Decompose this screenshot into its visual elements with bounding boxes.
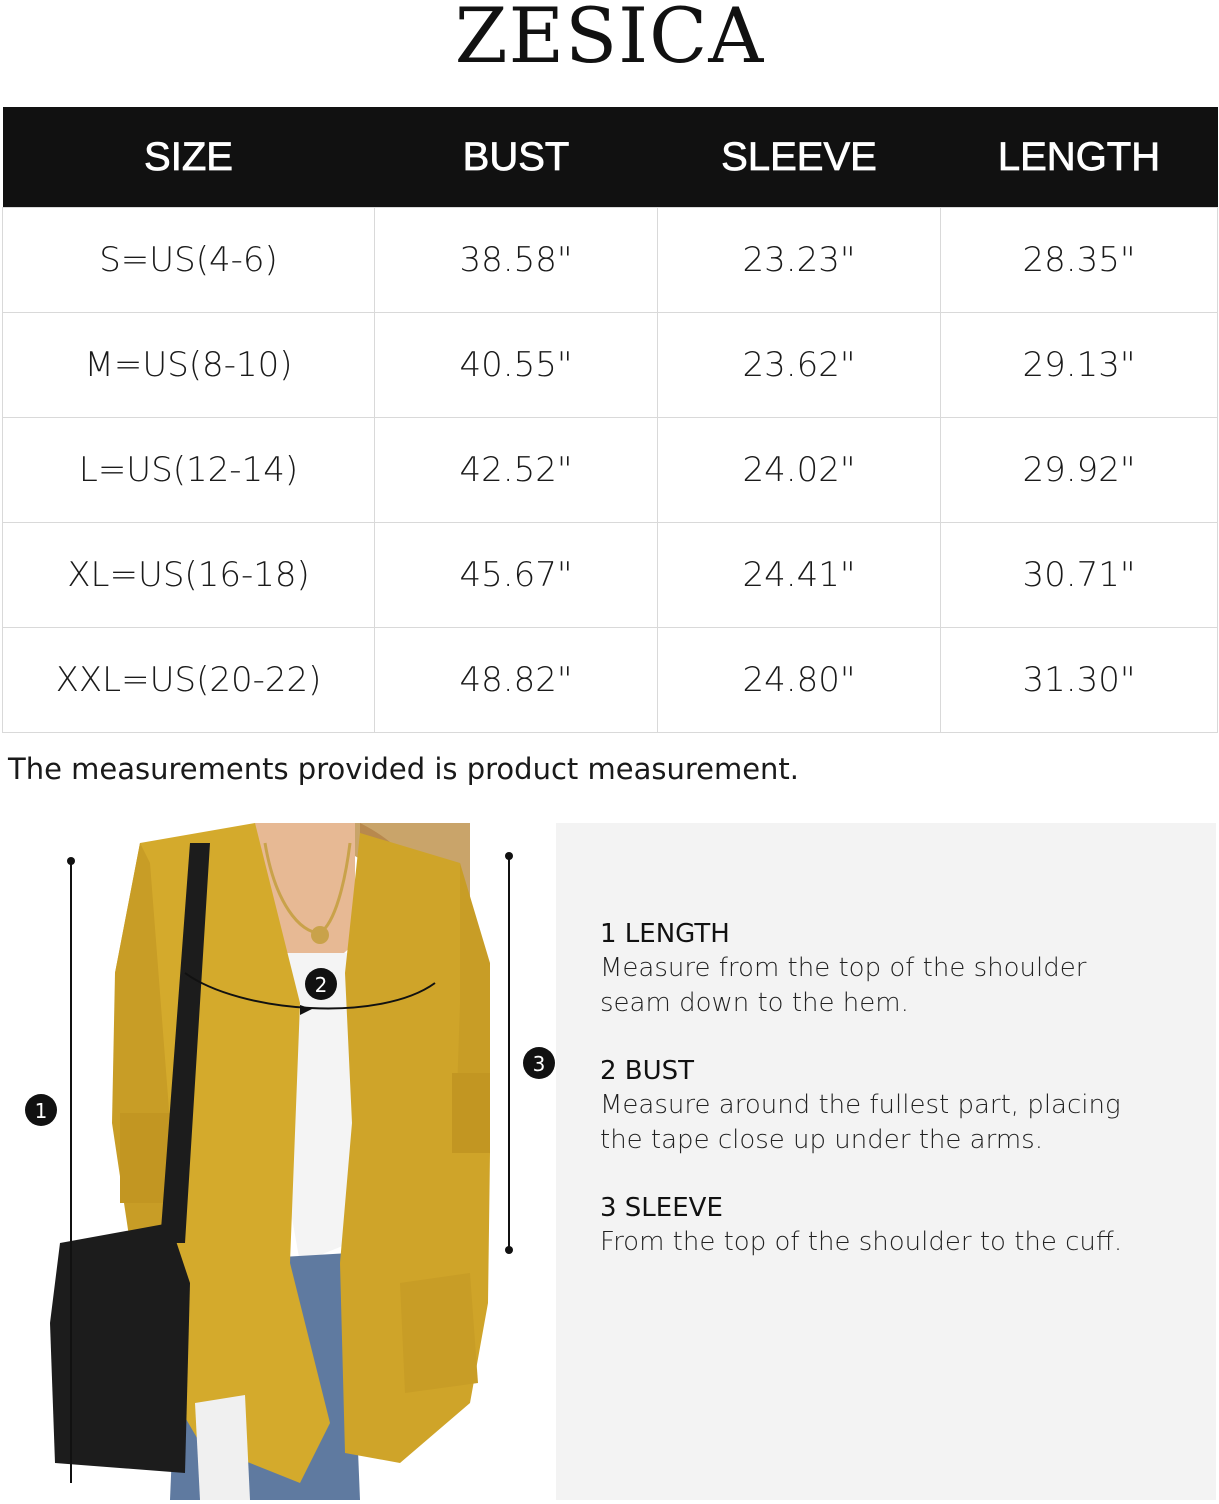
- table-header-row: [3, 107, 1218, 208]
- instruction-line: Measure from the top of the shoulder: [600, 953, 1087, 983]
- cell-size: L=US(12-14): [3, 418, 375, 523]
- instruction-line: Measure around the fullest part, placing: [600, 1090, 1121, 1120]
- svg-text:2: 2: [314, 973, 328, 997]
- instruction-line: the tape close up under the arms.: [600, 1125, 1043, 1155]
- instruction-line: From the top of the shoulder to the cuff.: [600, 1227, 1123, 1257]
- cell-bust: 48.82": [375, 628, 658, 733]
- marker-2: [305, 968, 337, 1000]
- cell-size: XL=US(16-18): [3, 523, 375, 628]
- measurement-note: The measurements provided is product measurement.: [8, 752, 800, 786]
- brand-logo: ZESICA: [454, 0, 765, 80]
- table-row: [3, 313, 1218, 418]
- measurement-instructions-panel: [556, 823, 1216, 1500]
- instruction-title: 2 BUST: [600, 1056, 695, 1086]
- header-length: LENGTH: [941, 107, 1218, 208]
- cell-size: XXL=US(20-22): [3, 628, 375, 733]
- cell-size: M=US(8-10): [3, 313, 375, 418]
- instruction-line: seam down to the hem.: [600, 988, 909, 1018]
- size-chart-table: [2, 107, 1218, 733]
- cell-length: 30.71": [941, 523, 1218, 628]
- header-size: SIZE: [3, 107, 375, 208]
- svg-text:1: 1: [34, 1099, 48, 1123]
- cell-bust: 45.67": [375, 523, 658, 628]
- instruction-title: 1 LENGTH: [600, 919, 730, 949]
- instruction-bust: [600, 1054, 1121, 1158]
- table-row: [3, 523, 1218, 628]
- cell-sleeve: 24.41": [658, 523, 941, 628]
- cardigan-illustration: [0, 823, 556, 1500]
- cell-length: 31.30": [941, 628, 1218, 733]
- svg-text:3: 3: [532, 1052, 546, 1076]
- cell-bust: 42.52": [375, 418, 658, 523]
- header-bust: BUST: [375, 107, 658, 208]
- cell-sleeve: 23.62": [658, 313, 941, 418]
- cell-sleeve: 23.23": [658, 208, 941, 313]
- table-row: [3, 628, 1218, 733]
- cell-sleeve: 24.02": [658, 418, 941, 523]
- instruction-sleeve: [600, 1191, 1122, 1260]
- marker-3: [523, 1047, 555, 1079]
- cell-bust: 40.55": [375, 313, 658, 418]
- cell-length: 29.13": [941, 313, 1218, 418]
- marker-1: [25, 1094, 57, 1126]
- instruction-length: [600, 917, 1086, 1021]
- table-row: [3, 418, 1218, 523]
- model-photo: [0, 823, 556, 1500]
- table-row: [3, 208, 1218, 313]
- cell-length: 29.92": [941, 418, 1218, 523]
- cell-size: S=US(4-6): [3, 208, 375, 313]
- cell-length: 28.35": [941, 208, 1218, 313]
- instruction-title: 3 SLEEVE: [600, 1193, 723, 1223]
- cell-bust: 38.58": [375, 208, 658, 313]
- cell-sleeve: 24.80": [658, 628, 941, 733]
- header-sleeve: SLEEVE: [658, 107, 941, 208]
